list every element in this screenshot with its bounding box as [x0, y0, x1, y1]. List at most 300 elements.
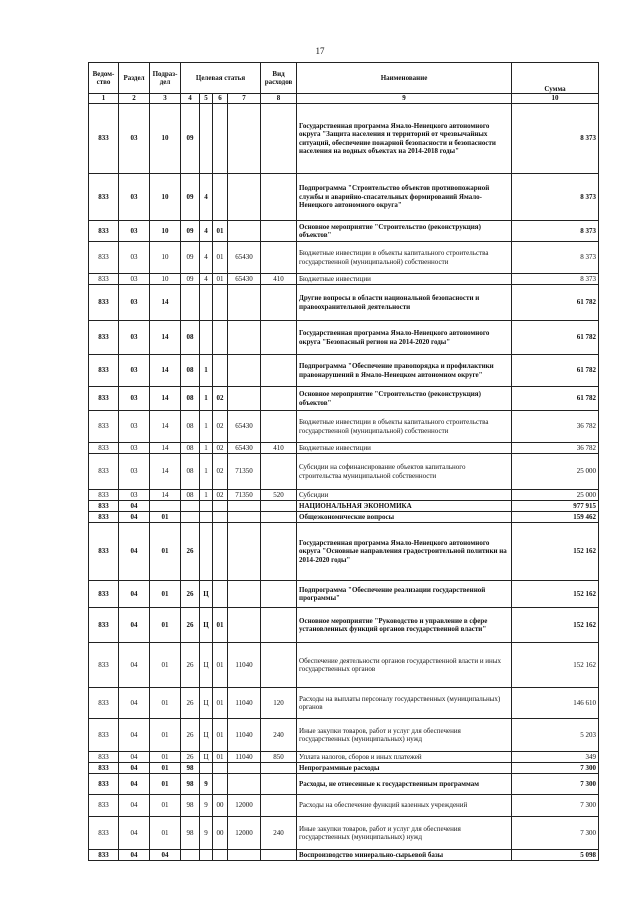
cell-event: 01	[213, 221, 228, 242]
cell-podrazdel: 10	[150, 104, 181, 174]
cell-event	[213, 763, 228, 774]
column-number-row	[89, 94, 599, 104]
column-number: 7	[228, 94, 261, 104]
cell-subprogram: 1	[200, 411, 213, 443]
table-row	[89, 443, 599, 454]
cell-vedomstvo: 833	[89, 581, 119, 608]
cell-direction: 71350	[228, 490, 261, 501]
cell-razdel: 04	[119, 581, 150, 608]
table-row	[89, 763, 599, 774]
cell-sum: 7 300	[512, 817, 599, 850]
cell-event: 01	[213, 242, 228, 274]
cell-program	[181, 285, 200, 321]
budget-table	[88, 62, 599, 861]
cell-vedomstvo: 833	[89, 512, 119, 523]
column-number: 8	[261, 94, 297, 104]
cell-razdel: 04	[119, 523, 150, 581]
cell-expense-type	[261, 643, 297, 688]
cell-expense-type	[261, 581, 297, 608]
cell-direction: 11040	[228, 752, 261, 763]
cell-podrazdel: 14	[150, 321, 181, 355]
cell-subprogram: 1	[200, 443, 213, 454]
cell-expense-type: 520	[261, 490, 297, 501]
cell-expense-type	[261, 763, 297, 774]
cell-sum: 8 373	[512, 174, 599, 221]
cell-podrazdel: 01	[150, 795, 181, 817]
cell-podrazdel: 01	[150, 581, 181, 608]
cell-razdel: 03	[119, 411, 150, 443]
cell-program: 09	[181, 221, 200, 242]
cell-name: Субсидии на софинансирование объектов капитального строительства муниципальной собственности	[297, 454, 512, 490]
cell-direction	[228, 285, 261, 321]
cell-razdel: 03	[119, 387, 150, 411]
cell-podrazdel: 04	[150, 850, 181, 861]
cell-vedomstvo: 833	[89, 850, 119, 861]
cell-expense-type	[261, 523, 297, 581]
cell-podrazdel: 01	[150, 512, 181, 523]
header-name: Наименование	[297, 63, 512, 94]
cell-vedomstvo: 833	[89, 285, 119, 321]
cell-podrazdel: 01	[150, 608, 181, 643]
cell-direction	[228, 763, 261, 774]
cell-vedomstvo: 833	[89, 608, 119, 643]
table-row	[89, 795, 599, 817]
cell-vedomstvo: 833	[89, 242, 119, 274]
cell-sum: 36 782	[512, 411, 599, 443]
cell-name: Расходы на обеспечение функций казенных учреждений	[297, 795, 512, 817]
cell-sum: 25 000	[512, 490, 599, 501]
cell-subprogram: 4	[200, 242, 213, 274]
cell-podrazdel: 01	[150, 752, 181, 763]
cell-subprogram: Ц	[200, 608, 213, 643]
cell-sum: 7 300	[512, 774, 599, 795]
table-row	[89, 387, 599, 411]
cell-direction: 65430	[228, 274, 261, 285]
cell-subprogram: 1	[200, 387, 213, 411]
cell-direction: 12000	[228, 795, 261, 817]
cell-program: 26	[181, 688, 200, 719]
cell-razdel: 03	[119, 355, 150, 387]
header-razdel: Раздел	[119, 63, 150, 94]
column-number: 4	[181, 94, 200, 104]
cell-vedomstvo: 833	[89, 221, 119, 242]
cell-event	[213, 581, 228, 608]
cell-vedomstvo: 833	[89, 454, 119, 490]
cell-sum: 8 373	[512, 221, 599, 242]
cell-event	[213, 850, 228, 861]
cell-subprogram	[200, 104, 213, 174]
table-row	[89, 643, 599, 688]
cell-sum: 8 373	[512, 242, 599, 274]
cell-subprogram	[200, 763, 213, 774]
cell-name: Подпрограмма "Обеспечение реализации государственной программы"	[297, 581, 512, 608]
cell-subprogram: Ц	[200, 643, 213, 688]
cell-subprogram	[200, 850, 213, 861]
cell-name: Иные закупки товаров, работ и услуг для обеспечения государственных (муниципальных) нужд	[297, 817, 512, 850]
cell-subprogram	[200, 285, 213, 321]
cell-name: Основное мероприятие "Руководство и управление в сфере установленных функций органов государственной власти"	[297, 608, 512, 643]
cell-subprogram	[200, 512, 213, 523]
cell-subprogram	[200, 523, 213, 581]
cell-event	[213, 501, 228, 512]
cell-vedomstvo: 833	[89, 817, 119, 850]
cell-sum: 152 162	[512, 581, 599, 608]
cell-event: 00	[213, 795, 228, 817]
cell-program: 08	[181, 443, 200, 454]
cell-razdel: 03	[119, 104, 150, 174]
cell-sum: 5 098	[512, 850, 599, 861]
table-body	[89, 104, 599, 861]
cell-event: 02	[213, 443, 228, 454]
cell-program: 98	[181, 817, 200, 850]
cell-expense-type	[261, 501, 297, 512]
table-row	[89, 355, 599, 387]
cell-expense-type	[261, 608, 297, 643]
cell-razdel: 04	[119, 608, 150, 643]
cell-name: Субсидии	[297, 490, 512, 501]
cell-sum: 8 373	[512, 104, 599, 174]
cell-program: 98	[181, 774, 200, 795]
cell-subprogram: Ц	[200, 688, 213, 719]
header-expense-type: Вид расходов	[261, 63, 297, 94]
cell-vedomstvo: 833	[89, 355, 119, 387]
table-row	[89, 321, 599, 355]
cell-vedomstvo: 833	[89, 688, 119, 719]
cell-event: 01	[213, 608, 228, 643]
cell-vedomstvo: 833	[89, 501, 119, 512]
cell-vedomstvo: 833	[89, 174, 119, 221]
cell-program: 26	[181, 523, 200, 581]
cell-direction: 71350	[228, 454, 261, 490]
cell-program: 08	[181, 321, 200, 355]
cell-sum: 977 915	[512, 501, 599, 512]
header-target-article: Целевая статья	[181, 63, 261, 94]
cell-razdel: 03	[119, 221, 150, 242]
cell-sum: 61 782	[512, 387, 599, 411]
cell-podrazdel	[150, 501, 181, 512]
cell-expense-type: 850	[261, 752, 297, 763]
cell-sum: 61 782	[512, 321, 599, 355]
cell-program: 09	[181, 104, 200, 174]
cell-program: 26	[181, 752, 200, 763]
cell-subprogram: 1	[200, 355, 213, 387]
cell-direction	[228, 221, 261, 242]
cell-expense-type	[261, 387, 297, 411]
cell-expense-type: 240	[261, 817, 297, 850]
cell-subprogram: 4	[200, 174, 213, 221]
cell-subprogram: Ц	[200, 719, 213, 752]
table-row	[89, 817, 599, 850]
cell-vedomstvo: 833	[89, 490, 119, 501]
table-row	[89, 719, 599, 752]
column-number: 9	[297, 94, 512, 104]
cell-expense-type	[261, 774, 297, 795]
cell-expense-type: 120	[261, 688, 297, 719]
table-row	[89, 688, 599, 719]
cell-event	[213, 355, 228, 387]
cell-vedomstvo: 833	[89, 719, 119, 752]
cell-direction	[228, 387, 261, 411]
cell-name: НАЦИОНАЛЬНАЯ ЭКОНОМИКА	[297, 501, 512, 512]
cell-name: Основное мероприятие "Строительство (реконструкция) объектов"	[297, 221, 512, 242]
cell-program: 26	[181, 581, 200, 608]
cell-event: 02	[213, 454, 228, 490]
cell-name: Непрограммные расходы	[297, 763, 512, 774]
cell-direction	[228, 104, 261, 174]
cell-sum: 349	[512, 752, 599, 763]
cell-program: 08	[181, 355, 200, 387]
cell-name: Бюджетные инвестиции в объекты капитального строительства государственной (муниципальной) собственности	[297, 242, 512, 274]
cell-direction: 65430	[228, 242, 261, 274]
cell-program	[181, 850, 200, 861]
cell-direction	[228, 501, 261, 512]
cell-program: 26	[181, 719, 200, 752]
cell-event: 02	[213, 387, 228, 411]
cell-vedomstvo: 833	[89, 411, 119, 443]
cell-program: 08	[181, 387, 200, 411]
table-row	[89, 512, 599, 523]
cell-direction: 65430	[228, 443, 261, 454]
cell-razdel: 03	[119, 443, 150, 454]
cell-razdel: 04	[119, 501, 150, 512]
cell-subprogram: 4	[200, 274, 213, 285]
cell-event: 01	[213, 274, 228, 285]
cell-sum: 152 162	[512, 643, 599, 688]
cell-podrazdel: 01	[150, 719, 181, 752]
cell-direction	[228, 512, 261, 523]
cell-vedomstvo: 833	[89, 387, 119, 411]
column-number: 6	[213, 94, 228, 104]
cell-podrazdel: 14	[150, 355, 181, 387]
cell-name: Государственная программа Ямало-Ненецкого автономного округа "Основные направления градостроительной политики на 2014-2020 годы"	[297, 523, 512, 581]
cell-sum: 152 162	[512, 608, 599, 643]
cell-podrazdel: 10	[150, 174, 181, 221]
table-row	[89, 774, 599, 795]
table-row	[89, 242, 599, 274]
cell-event: 01	[213, 688, 228, 719]
cell-podrazdel: 10	[150, 242, 181, 274]
cell-event	[213, 174, 228, 221]
cell-razdel: 04	[119, 752, 150, 763]
cell-direction	[228, 608, 261, 643]
cell-vedomstvo: 833	[89, 523, 119, 581]
cell-name: Государственная программа Ямало-Ненецкого автономного округа "Защита населения и территорий от чрезвычайных ситуаций, обеспечение пожарной безопасности и безопасности населения на водных объектах на 2014-2018 годы"	[297, 104, 512, 174]
cell-vedomstvo: 833	[89, 643, 119, 688]
cell-sum: 61 782	[512, 355, 599, 387]
cell-vedomstvo: 833	[89, 763, 119, 774]
cell-event	[213, 104, 228, 174]
cell-razdel: 04	[119, 774, 150, 795]
cell-razdel: 03	[119, 321, 150, 355]
cell-razdel: 04	[119, 512, 150, 523]
cell-podrazdel: 01	[150, 523, 181, 581]
table-row	[89, 523, 599, 581]
cell-event: 00	[213, 817, 228, 850]
cell-podrazdel: 10	[150, 274, 181, 285]
cell-subprogram	[200, 321, 213, 355]
cell-vedomstvo: 833	[89, 104, 119, 174]
cell-name: Подпрограмма "Обеспечение правопорядка и профилактики правонарушений в Ямало-Ненецком автономном округе"	[297, 355, 512, 387]
cell-subprogram: 9	[200, 774, 213, 795]
cell-expense-type	[261, 850, 297, 861]
cell-vedomstvo: 833	[89, 752, 119, 763]
cell-name: Подпрограмма "Строительство объектов противопожарной службы и аварийно-спасательных формирований Ямало-Ненецкого автономного округа"	[297, 174, 512, 221]
cell-sum: 152 162	[512, 523, 599, 581]
table-row	[89, 274, 599, 285]
cell-vedomstvo: 833	[89, 321, 119, 355]
table-row	[89, 221, 599, 242]
cell-podrazdel: 01	[150, 763, 181, 774]
table-row	[89, 454, 599, 490]
cell-name: Уплата налогов, сборов и иных платежей	[297, 752, 512, 763]
table-row	[89, 411, 599, 443]
cell-direction: 11040	[228, 643, 261, 688]
cell-expense-type	[261, 795, 297, 817]
cell-name: Расходы, не отнесенные к государственным программам	[297, 774, 512, 795]
cell-expense-type	[261, 355, 297, 387]
cell-sum: 25 000	[512, 454, 599, 490]
cell-razdel: 03	[119, 285, 150, 321]
cell-name: Бюджетные инвестиции в объекты капитального строительства государственной (муниципальной) собственности	[297, 411, 512, 443]
table-row	[89, 104, 599, 174]
cell-expense-type	[261, 454, 297, 490]
cell-program: 09	[181, 274, 200, 285]
column-number: 10	[512, 94, 599, 104]
cell-vedomstvo: 833	[89, 274, 119, 285]
cell-program	[181, 501, 200, 512]
cell-expense-type: 410	[261, 443, 297, 454]
table-row	[89, 490, 599, 501]
cell-podrazdel: 01	[150, 643, 181, 688]
cell-program: 98	[181, 763, 200, 774]
table-row	[89, 608, 599, 643]
cell-razdel: 03	[119, 490, 150, 501]
cell-name: Бюджетные инвестиции	[297, 443, 512, 454]
cell-sum: 7 300	[512, 795, 599, 817]
cell-name: Основное мероприятие "Строительство (реконструкция) объектов"	[297, 387, 512, 411]
cell-direction	[228, 523, 261, 581]
cell-event: 01	[213, 752, 228, 763]
cell-event	[213, 321, 228, 355]
column-number: 1	[89, 94, 119, 104]
cell-direction	[228, 850, 261, 861]
cell-direction	[228, 355, 261, 387]
cell-expense-type	[261, 221, 297, 242]
table-row	[89, 581, 599, 608]
cell-razdel: 04	[119, 817, 150, 850]
cell-event: 02	[213, 490, 228, 501]
cell-podrazdel: 14	[150, 443, 181, 454]
cell-name: Общеэкономические вопросы	[297, 512, 512, 523]
table-row	[89, 174, 599, 221]
cell-program: 09	[181, 242, 200, 274]
cell-name: Государственная программа Ямало-Ненецкого автономного округа "Безопасный регион на 2014-2020 годы"	[297, 321, 512, 355]
cell-name: Иные закупки товаров, работ и услуг для обеспечения государственных (муниципальных) нужд	[297, 719, 512, 752]
column-number: 3	[150, 94, 181, 104]
cell-sum: 159 462	[512, 512, 599, 523]
cell-event: 01	[213, 643, 228, 688]
cell-expense-type: 240	[261, 719, 297, 752]
cell-razdel: 03	[119, 174, 150, 221]
cell-podrazdel: 14	[150, 387, 181, 411]
table-row	[89, 285, 599, 321]
cell-name: Другие вопросы в области национальной безопасности и правоохранительной деятельности	[297, 285, 512, 321]
cell-subprogram: Ц	[200, 752, 213, 763]
cell-podrazdel: 14	[150, 411, 181, 443]
cell-program	[181, 512, 200, 523]
cell-razdel: 04	[119, 850, 150, 861]
header-sum: Сумма	[512, 63, 599, 94]
cell-expense-type	[261, 104, 297, 174]
header-podrazdel: Подраз- дел	[150, 63, 181, 94]
cell-podrazdel: 10	[150, 221, 181, 242]
cell-program: 08	[181, 490, 200, 501]
cell-sum: 7 300	[512, 763, 599, 774]
cell-razdel: 03	[119, 454, 150, 490]
cell-expense-type	[261, 321, 297, 355]
cell-expense-type: 410	[261, 274, 297, 285]
cell-podrazdel: 14	[150, 490, 181, 501]
cell-subprogram: 1	[200, 490, 213, 501]
cell-podrazdel: 14	[150, 285, 181, 321]
header-vedomstvo: Ведом- ство	[89, 63, 119, 94]
cell-subprogram: Ц	[200, 581, 213, 608]
cell-podrazdel: 01	[150, 817, 181, 850]
cell-sum: 61 782	[512, 285, 599, 321]
cell-program: 08	[181, 454, 200, 490]
cell-program: 26	[181, 608, 200, 643]
cell-sum: 5 203	[512, 719, 599, 752]
cell-direction	[228, 581, 261, 608]
cell-vedomstvo: 833	[89, 443, 119, 454]
cell-podrazdel: 14	[150, 454, 181, 490]
cell-program: 08	[181, 411, 200, 443]
table-row	[89, 501, 599, 512]
cell-razdel: 04	[119, 763, 150, 774]
cell-event	[213, 523, 228, 581]
cell-podrazdel: 01	[150, 688, 181, 719]
cell-vedomstvo: 833	[89, 795, 119, 817]
cell-sum: 146 610	[512, 688, 599, 719]
column-number: 5	[200, 94, 213, 104]
cell-direction: 11040	[228, 719, 261, 752]
cell-event: 02	[213, 411, 228, 443]
cell-event	[213, 774, 228, 795]
page-number: 17	[315, 46, 325, 56]
cell-razdel: 04	[119, 688, 150, 719]
cell-expense-type	[261, 411, 297, 443]
cell-razdel: 03	[119, 274, 150, 285]
table-row	[89, 850, 599, 861]
cell-name: Воспроизводство минерально-сырьевой базы	[297, 850, 512, 861]
cell-subprogram: 9	[200, 795, 213, 817]
cell-expense-type	[261, 174, 297, 221]
cell-subprogram: 9	[200, 817, 213, 850]
cell-subprogram: 1	[200, 454, 213, 490]
cell-subprogram: 4	[200, 221, 213, 242]
cell-expense-type	[261, 285, 297, 321]
cell-name: Обеспечение деятельности органов государственной власти и иных государственных органов	[297, 643, 512, 688]
cell-name: Бюджетные инвестиции	[297, 274, 512, 285]
cell-direction: 65430	[228, 411, 261, 443]
cell-event: 01	[213, 719, 228, 752]
cell-program: 09	[181, 174, 200, 221]
cell-direction: 12000	[228, 817, 261, 850]
cell-direction	[228, 774, 261, 795]
cell-sum: 8 373	[512, 274, 599, 285]
cell-direction	[228, 321, 261, 355]
cell-direction: 11040	[228, 688, 261, 719]
